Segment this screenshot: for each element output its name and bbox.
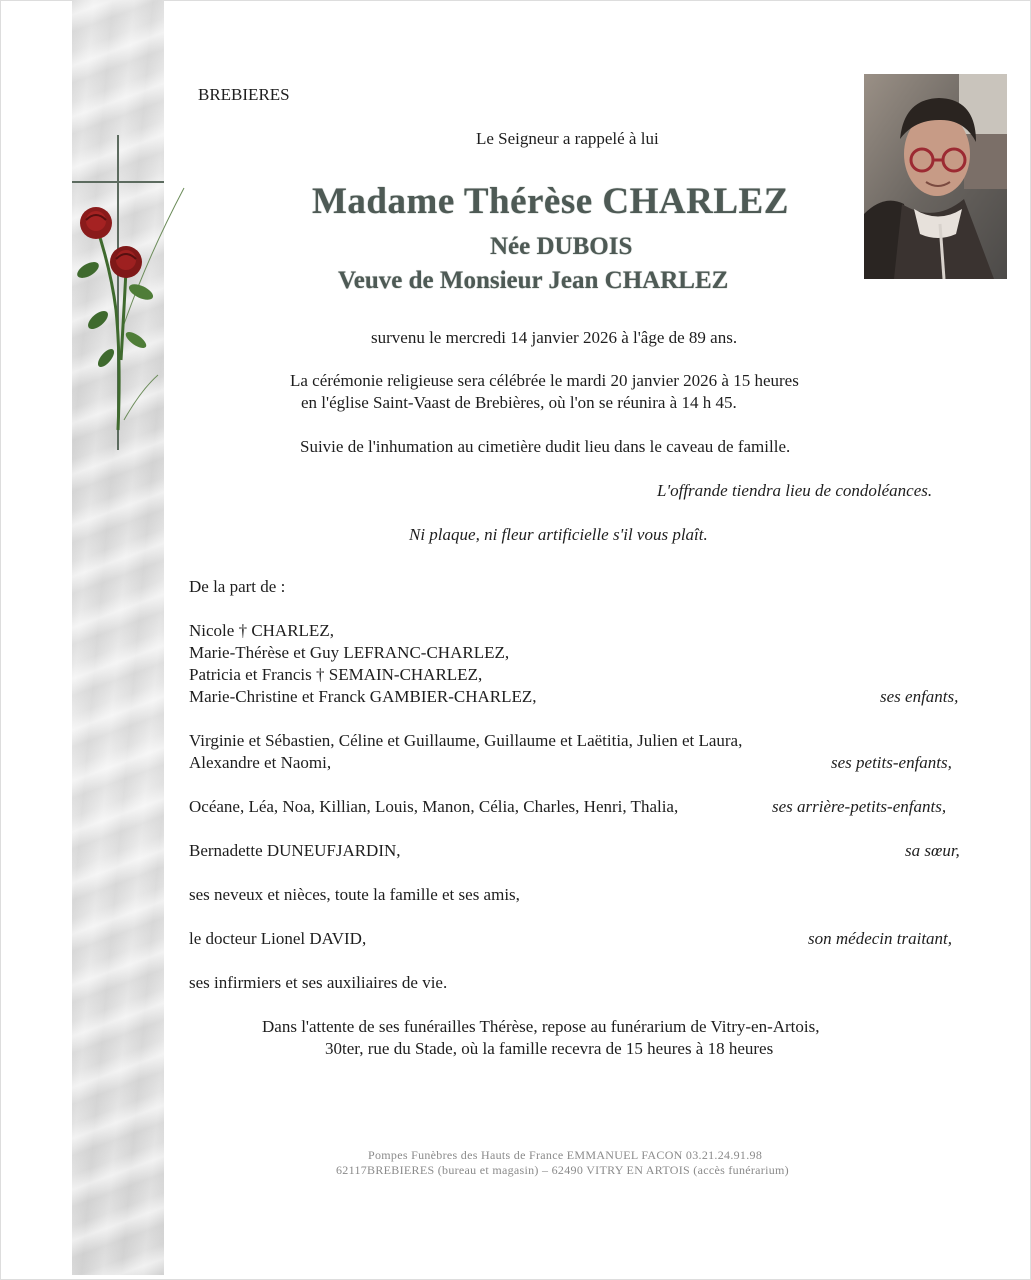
- child-line: Marie-Thérèse et Guy LEFRANC-CHARLEZ,: [189, 643, 510, 662]
- child-line: Patricia et Francis † SEMAIN-CHARLEZ,: [189, 665, 483, 684]
- child-line: Marie-Christine et Franck GAMBIER-CHARLEZ,: [189, 687, 537, 706]
- cross-and-roses-icon: [66, 130, 196, 460]
- footer-line-1: Pompes Funèbres des Hauts de France EMMANUEL FACON 03.21.24.91.98: [368, 1148, 763, 1162]
- nephews-line: ses neveux et nièces, toute la famille et ses amis,: [189, 885, 520, 904]
- children-label: ses enfants,: [880, 687, 959, 706]
- ceremony-line-1: La cérémonie religieuse sera célébrée le mardi 20 janvier 2026 à 15 heures: [290, 371, 799, 390]
- no-flowers-text: Ni plaque, ni fleur artificielle s'il vous plaît.: [409, 525, 708, 544]
- footer-line-2: 62117BREBIERES (bureau et magasin) – 62490 VITRY EN ARTOIS (accès funérarium): [336, 1163, 789, 1177]
- ceremony-line-2: en l'église Saint-Vaast de Brebières, où l'on se réunira à 14 h 45.: [301, 393, 737, 412]
- great-grandchildren-label: ses arrière-petits-enfants,: [772, 797, 947, 816]
- portrait-photo: [864, 74, 1007, 279]
- family-intro: De la part de :: [189, 577, 286, 596]
- rest-line-1: Dans l'attente de ses funérailles Thérèse, repose au funérarium de Vitry-en-Artois,: [262, 1017, 820, 1036]
- deceased-name: Madame Thérèse CHARLEZ: [312, 181, 789, 222]
- doctor-line: le docteur Lionel DAVID,: [189, 929, 367, 948]
- sister-line: Bernadette DUNEUFJARDIN,: [189, 841, 401, 860]
- child-line: Nicole † CHARLEZ,: [189, 621, 334, 640]
- town-name: BREBIERES: [198, 85, 290, 104]
- grandchildren-label: ses petits-enfants,: [831, 753, 952, 772]
- intro-text: Le Seigneur a rappelé à lui: [476, 129, 659, 148]
- widow-of: Veuve de Monsieur Jean CHARLEZ: [338, 267, 729, 294]
- offering-text: L'offrande tiendra lieu de condoléances.: [657, 481, 933, 500]
- grandchildren-line-1: Virginie et Sébastien, Céline et Guillaume, Guillaume et Laëtitia, Julien et Laura,: [189, 731, 743, 750]
- maiden-name: Née DUBOIS: [490, 233, 633, 260]
- burial-text: Suivie de l'inhumation au cimetière dudit lieu dans le caveau de famille.: [300, 437, 791, 456]
- sister-label: sa sœur,: [905, 841, 960, 860]
- doctor-label: son médecin traitant,: [808, 929, 953, 948]
- grandchildren-line-2: Alexandre et Naomi,: [189, 753, 332, 772]
- carers-line: ses infirmiers et ses auxiliaires de vie.: [189, 973, 448, 992]
- death-notice: survenu le mercredi 14 janvier 2026 à l'âge de 89 ans.: [371, 328, 738, 347]
- rest-line-2: 30ter, rue du Stade, où la famille recevra de 15 heures à 18 heures: [325, 1039, 774, 1058]
- great-grandchildren-line: Océane, Léa, Noa, Killian, Louis, Manon, Célia, Charles, Henri, Thalia,: [189, 797, 679, 816]
